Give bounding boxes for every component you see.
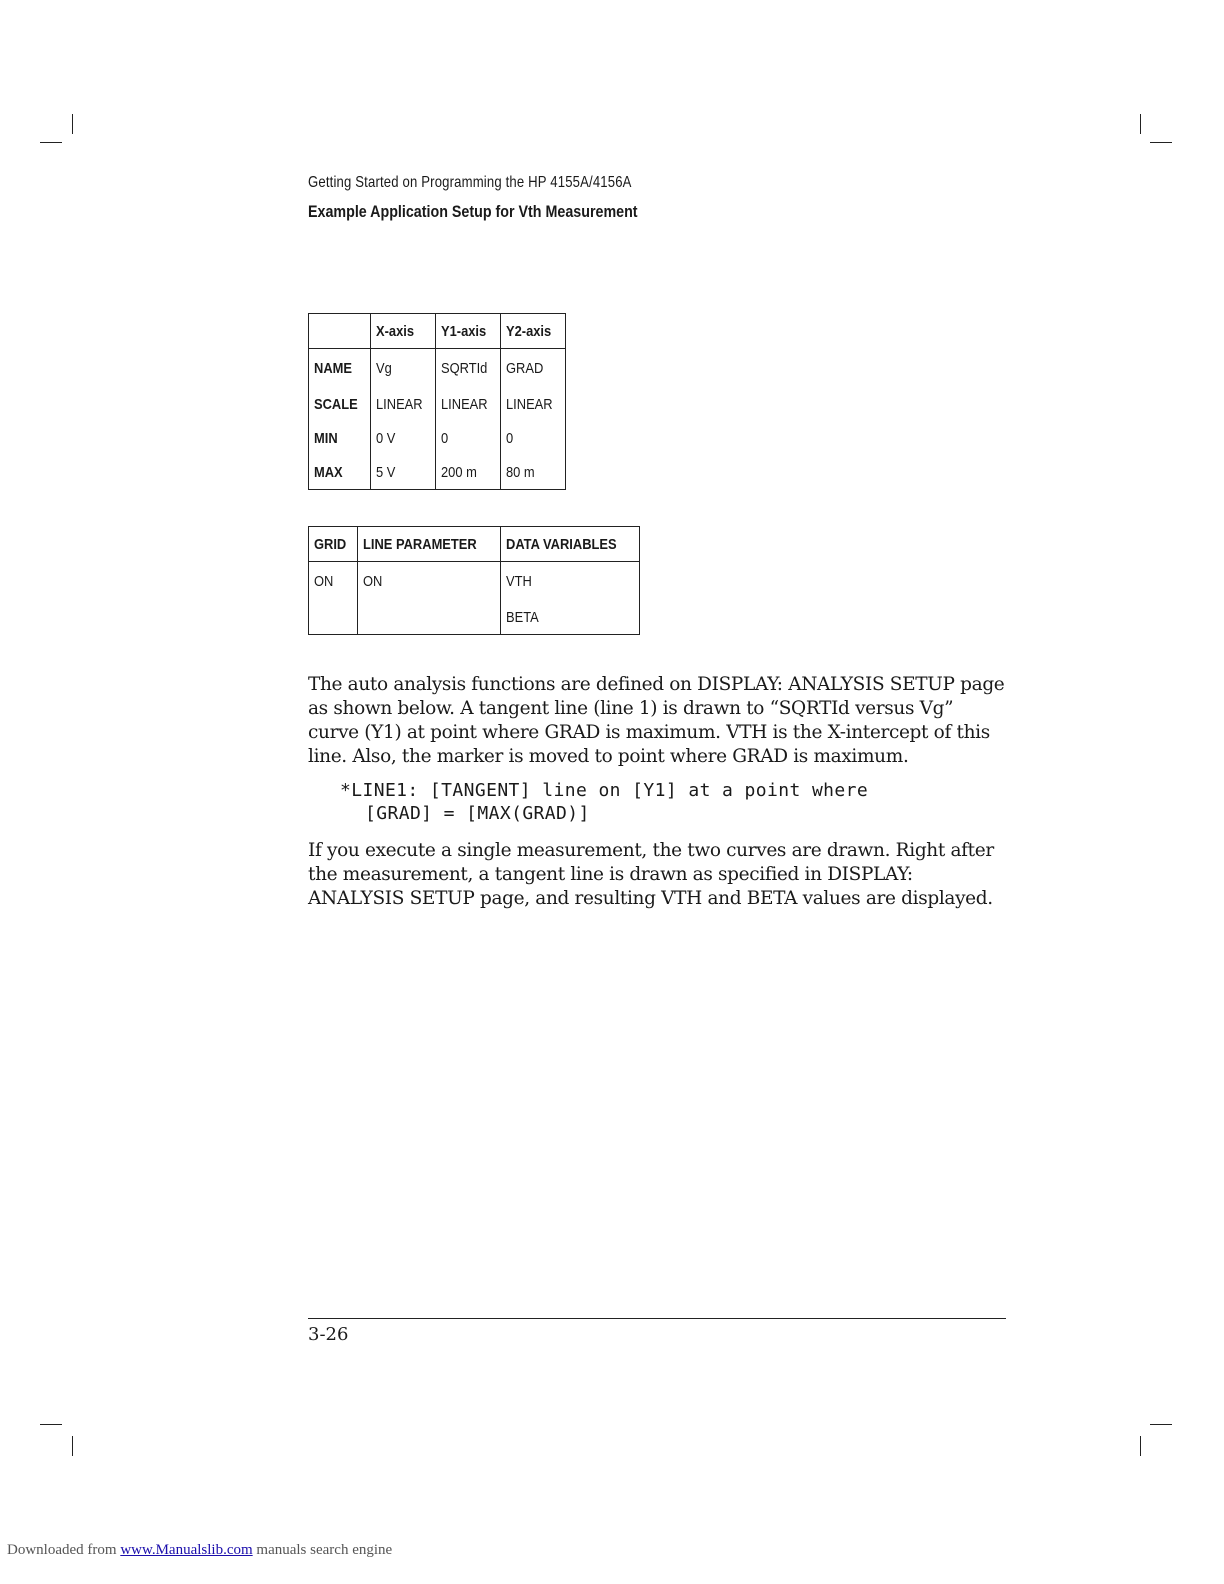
crop-mark	[72, 1436, 73, 1456]
grid-settings-table	[308, 526, 640, 635]
table-cell: LINEAR	[370, 387, 435, 421]
footer-suffix: manuals search engine	[256, 1542, 393, 1558]
table-row	[309, 387, 566, 421]
table-cell	[309, 600, 358, 635]
paragraph-analysis-setup: The auto analysis functions are defined on DISPLAY: ANALYSIS SETUP page as shown below. A tangent line (line 1) is drawn to “SQRTId versus Vg” curve (Y1) at point where GRAD is maximum. VTH is the X-intercept of this line. Also, the marker is moved to point where GRAD is maximum.	[308, 674, 1005, 767]
column-header-x-axis: X-axis	[370, 314, 435, 349]
code-line: *LINE1: [TANGENT] line on [Y1] at a point where	[340, 780, 869, 801]
table-row	[309, 455, 566, 490]
table-header-row	[309, 527, 640, 562]
grid-value: ON	[309, 562, 358, 601]
row-label: NAME	[309, 349, 371, 388]
row-label: MAX	[309, 455, 371, 490]
table-cell: SQRTId	[436, 349, 501, 388]
table-row	[309, 349, 566, 388]
row-label: SCALE	[309, 387, 371, 421]
column-header-data-variables: DATA VARIABLES	[500, 527, 640, 562]
table-row	[309, 421, 566, 455]
crop-mark	[1150, 142, 1172, 143]
table-cell	[357, 600, 500, 635]
table-row	[309, 600, 640, 635]
column-header-y1-axis: Y1-axis	[436, 314, 501, 349]
download-footer	[7, 1542, 392, 1559]
column-header-y2-axis: Y2-axis	[501, 314, 566, 349]
table-cell: LINEAR	[436, 387, 501, 421]
section-title: Example Application Setup for Vth Measurement	[308, 202, 638, 221]
line-parameter-value: ON	[357, 562, 500, 601]
table-cell: 5 V	[370, 455, 435, 490]
footer-rule	[308, 1318, 1006, 1319]
table-cell: 80 m	[501, 455, 566, 490]
table-cell: 200 m	[436, 455, 501, 490]
paragraph-measurement: If you execute a single measurement, the two curves are drawn. Right after the measurement, a tangent line is drawn as specified in DISPLAY: ANALYSIS SETUP page, and resulting VTH and BETA values are displayed.	[308, 840, 994, 909]
data-variable: VTH	[500, 562, 640, 601]
code-line: [GRAD] = [MAX(GRAD)]	[365, 803, 590, 824]
column-header-line-parameter: LINE PARAMETER	[357, 527, 500, 562]
page-number: 3-26	[308, 1324, 349, 1345]
chapter-title: Getting Started on Programming the HP 4155A/4156A	[308, 174, 632, 191]
crop-mark	[40, 1424, 62, 1425]
column-header	[309, 314, 371, 349]
table-cell: 0	[436, 421, 501, 455]
table-row	[309, 562, 640, 601]
table-cell: Vg	[370, 349, 435, 388]
table-header-row	[309, 314, 566, 349]
footer-prefix: Downloaded from	[7, 1542, 117, 1558]
table-cell: GRAD	[501, 349, 566, 388]
row-label: MIN	[309, 421, 371, 455]
column-header-grid: GRID	[309, 527, 358, 562]
crop-mark	[1140, 114, 1141, 134]
table-cell: 0 V	[370, 421, 435, 455]
table-cell: 0	[501, 421, 566, 455]
crop-mark	[1140, 1436, 1141, 1456]
crop-mark	[40, 142, 62, 143]
crop-mark	[72, 114, 73, 134]
table-cell: LINEAR	[501, 387, 566, 421]
crop-mark	[1150, 1424, 1172, 1425]
data-variable: BETA	[500, 600, 640, 635]
axis-settings-table	[308, 313, 566, 490]
manualslib-link[interactable]: www.Manualslib.com	[120, 1542, 253, 1558]
